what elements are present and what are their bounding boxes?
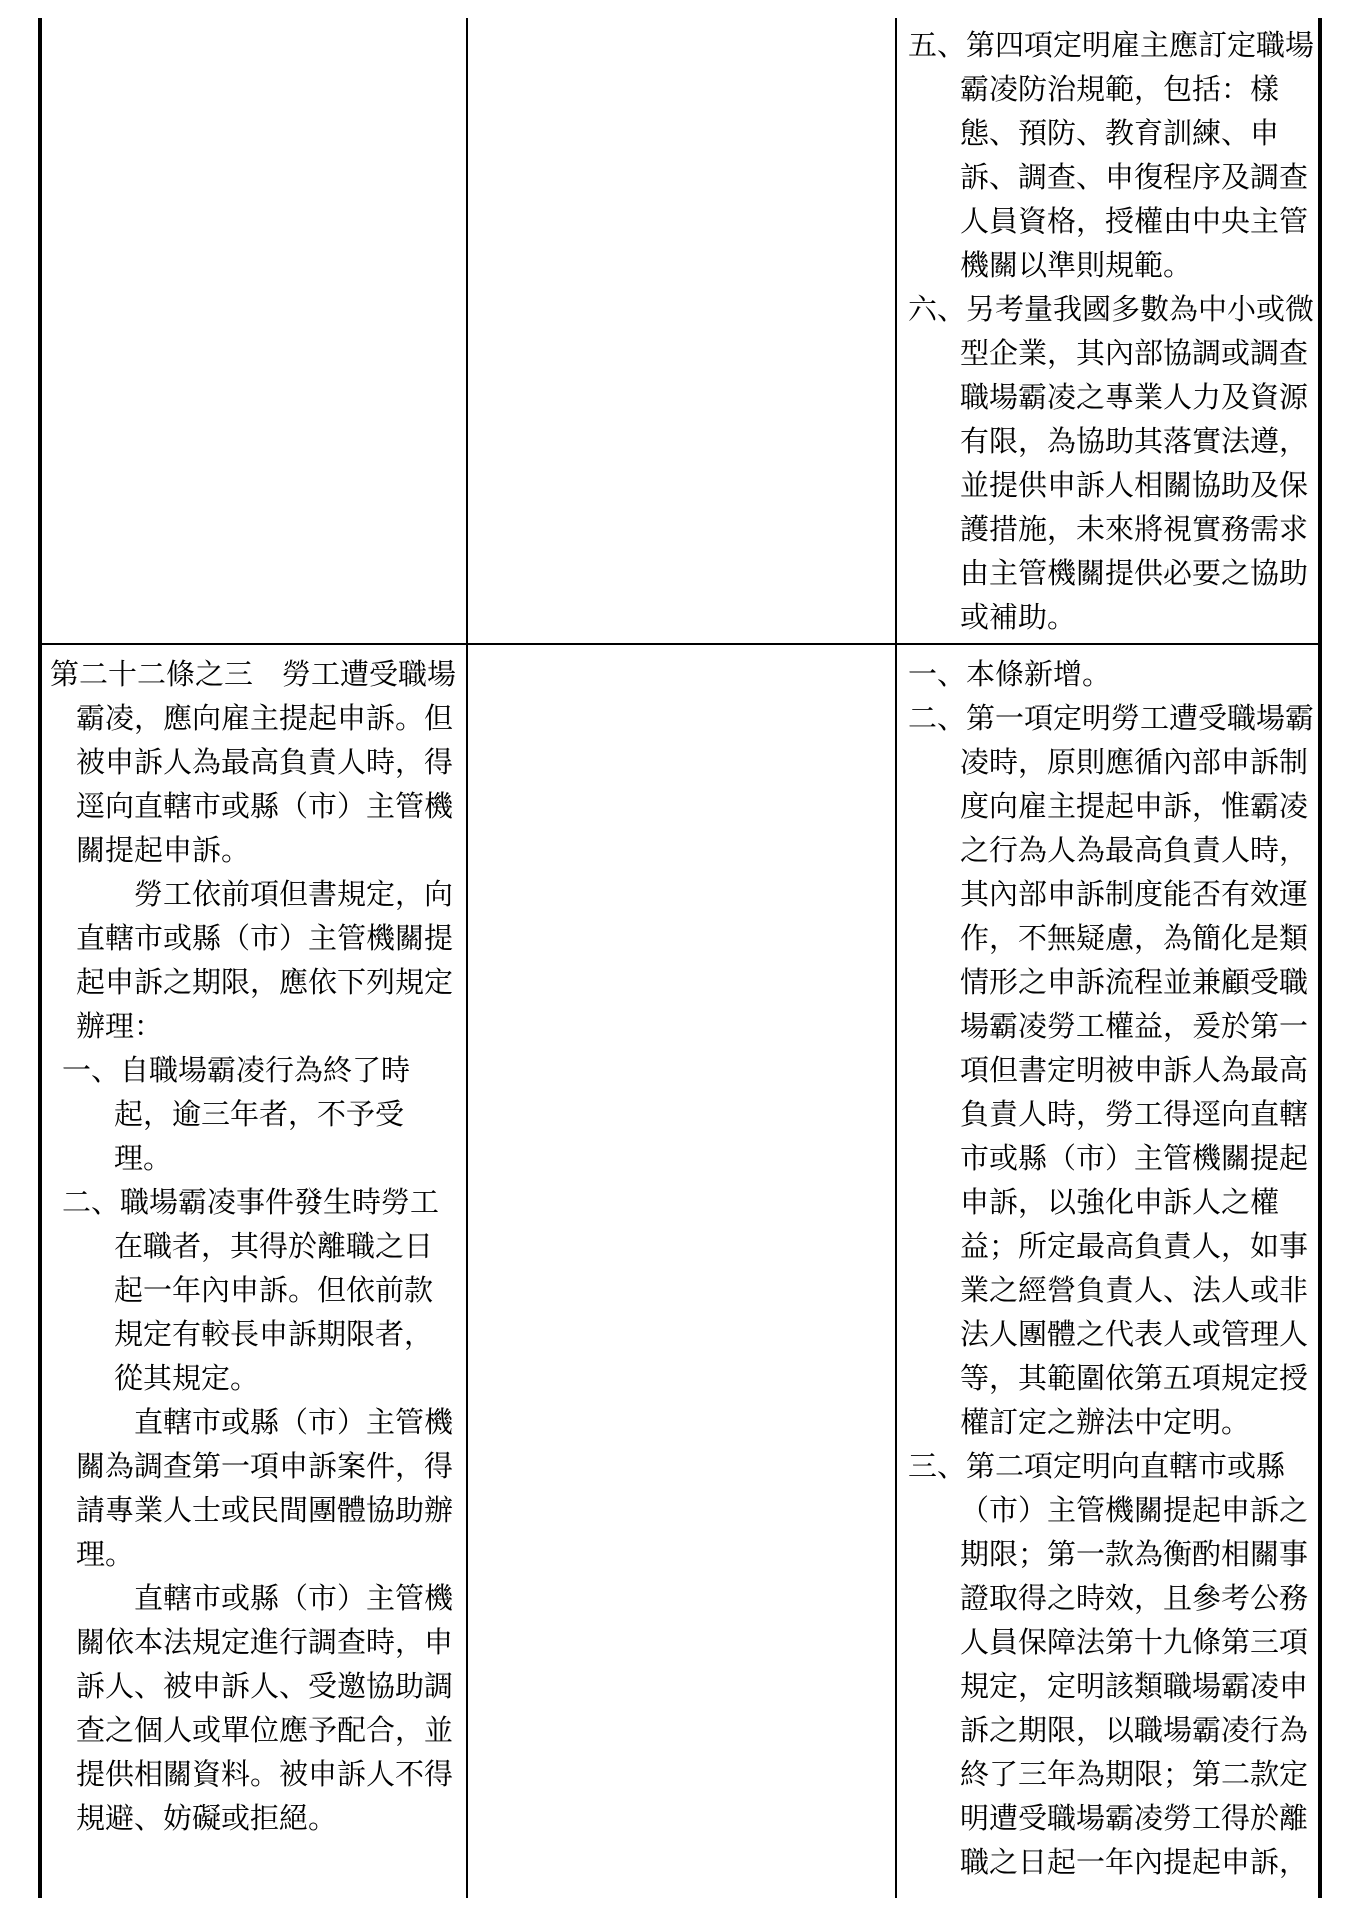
article-heading: 第二十二條之三 勞工遭受職場霸凌，應向雇主提起申訴。但被申訴人為最高負責人時，得逕向直轄市或縣（市）主管機關提起申訴。 — [50, 657, 457, 867]
column-divider-1 — [466, 18, 468, 1898]
article-subitem: 一、自職場霸凌行為終了時起，逾三年者，不予受理。 — [62, 1053, 411, 1175]
explanation-item: 三、第二項定明向直轄市或縣（市）主管機關提起申訴之期限；第一款為衡酌相關事證取得之時效，且參考公務人員保障法第十九條第三項規定，定明該類職場霸凌申訴之期限，以職場霸凌行為終了三年為期限；第二款定明遭受職場霸凌勞工得於離職之日起一年內提起申訴， — [908, 1449, 1309, 1879]
article-paragraph: 勞工依前項但書規定，向直轄市或縣（市）主管機關提起申訴之期限，應依下列規定辦理： — [76, 877, 454, 1043]
explanation-item: 五、第四項定明雇主應訂定職場霸凌防治規範，包括：樣態、預防、教育訓練、申訴、調查、申復程序及調查人員資格，授權由中央主管機關以準則規範。 — [908, 28, 1315, 282]
comparison-table — [38, 18, 1322, 1898]
explanation-item: 二、第一項定明勞工遭受職場霸凌時，原則應循內部申訴制度向雇主提起申訴，惟霸凌之行為人為最高負責人時，其內部申訴制度能否有效運作，不無疑慮，為簡化是類情形之申訴流程並兼顧受職場霸凌勞工權益，爰於第一項但書定明被申訴人為最高負責人時，勞工得逕向直轄市或縣（市）主管機關提起申訴，以強化申訴人之權益；所定最高負責人，如事業之經營負責人、法人或非法人團體之代表人或管理人等，其範圍依第五項規定授權訂定之辦法中定明。 — [908, 701, 1315, 1439]
column-divider-2 — [895, 18, 897, 1898]
explanation-item: 一、本條新增。 — [908, 657, 1112, 691]
article-paragraph: 直轄市或縣（市）主管機關依本法規定進行調查時，申訴人、被申訴人、受邀協助調查之個人或單位應予配合，並提供相關資料。被申訴人不得規避、妨礙或拒絕。 — [76, 1581, 454, 1835]
article-text-cell — [50, 652, 458, 1840]
lower-explanation-cell — [908, 652, 1318, 1884]
table-right-border — [1318, 18, 1322, 1898]
article-paragraph: 直轄市或縣（市）主管機關為調查第一項申訴案件，得請專業人士或民間團體協助辦理。 — [76, 1405, 454, 1571]
upper-explanation-cell — [908, 23, 1318, 639]
article-subitem: 二、職場霸凌事件發生時勞工在職者，其得於離職之日起一年內申訴。但依前款規定有較長申訴期限者，從其規定。 — [62, 1185, 440, 1395]
explanation-item: 六、另考量我國多數為中小或微型企業，其內部協調或調查職場霸凌之專業人力及資源有限，為協助其落實法遵，並提供申訴人相關協助及保護措施，未來將視實務需求由主管機關提供必要之協助或補助。 — [908, 292, 1315, 634]
row-divider — [38, 643, 1322, 645]
table-left-border — [38, 18, 42, 1898]
